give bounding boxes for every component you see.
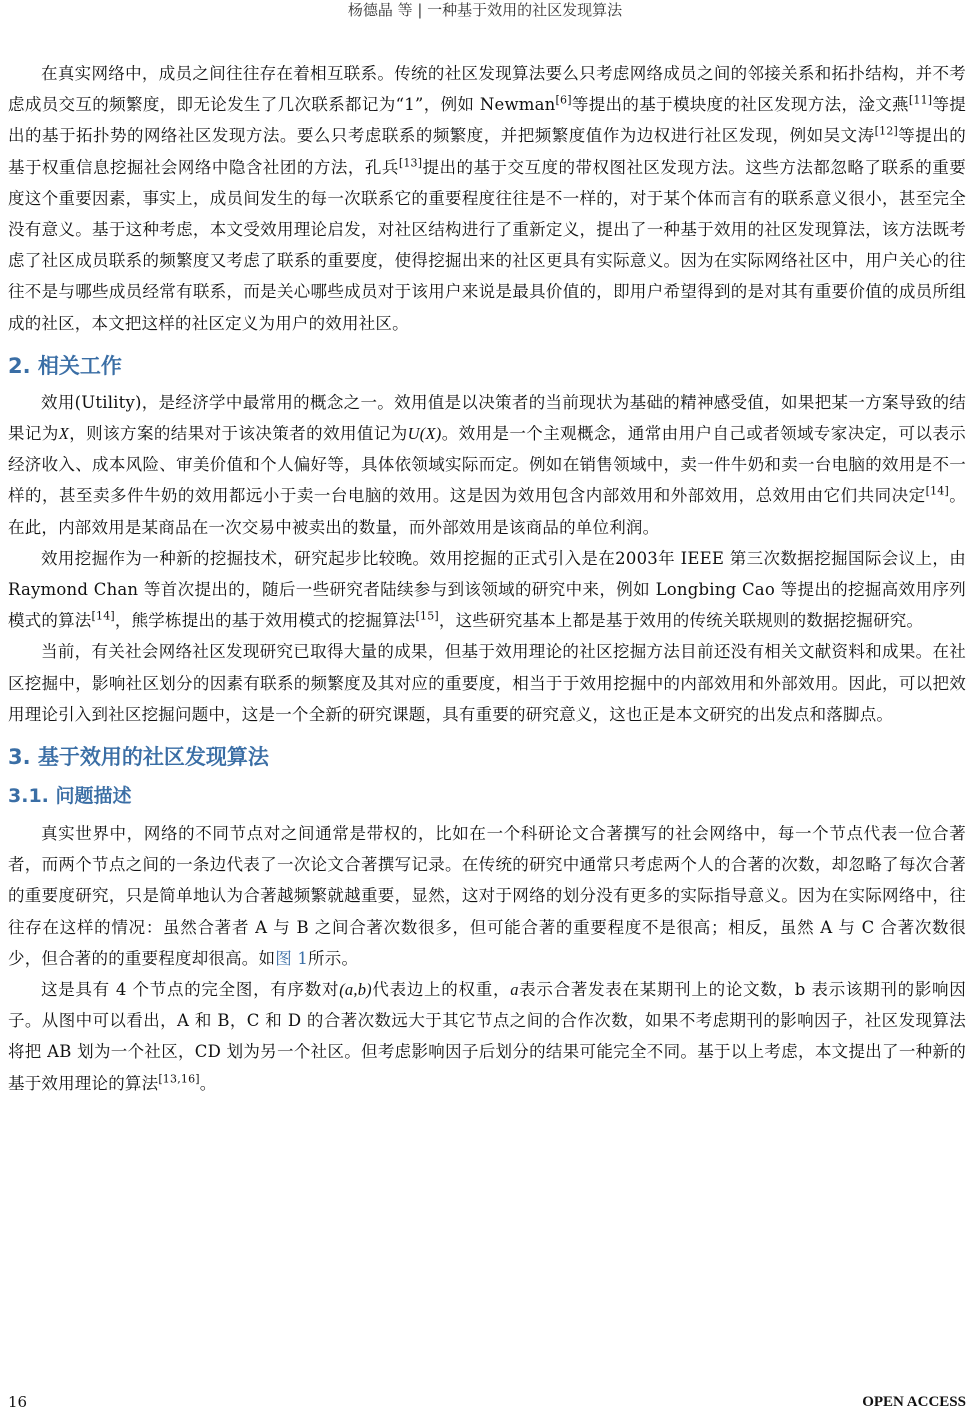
section2-paragraph-2 bbox=[8, 543, 966, 637]
text-run: 表示合著发表在某期刊上的论文数，b 表示该期刊的影响因子。从图中可以看出，A 和 B，C 和 D 的合著次数远大于其它节点之间的合作次数，如果不考虑期刊的影响因子，社区发现算法将把 AB 划为一个社区，CD 划为另一个社区。但考虑影响因子后划分的结果可能完全不同。基于以上考虑，本文提出了一种新的基于效用理论的算法 bbox=[8, 980, 966, 1093]
text-run: 等提出的基于权重信息挖掘社会网络中隐含社团的方法，孔兵 bbox=[8, 126, 966, 177]
running-header: 杨德晶 等 | 一种基于效用的社区发现算法 bbox=[347, 1, 623, 19]
section-heading: 2. 相关工作 bbox=[8, 353, 122, 378]
math-expression: (a,b) bbox=[339, 980, 372, 1000]
intro-paragraph bbox=[8, 58, 966, 339]
text-run: 。在此，内部效用是某商品在一次交易中被卖出的数量，而外部效用是该商品的单位利润。 bbox=[8, 486, 966, 537]
math-expression: U(X) bbox=[407, 424, 442, 444]
citation: [15] bbox=[415, 609, 439, 623]
article-body bbox=[8, 58, 966, 1099]
citation: [14] bbox=[91, 609, 115, 623]
citation: [6] bbox=[555, 93, 572, 107]
page-footer bbox=[8, 1394, 966, 1410]
text-run: 等提出的基于模块度的社区发现方法，淦文燕 bbox=[571, 95, 909, 115]
citation: [13,16] bbox=[158, 1072, 200, 1086]
section-heading: 3. 基于效用的社区发现算法 bbox=[8, 745, 269, 770]
text-run: 真实世界中，网络的不同节点对之间通常是带权的，比如在一个科研论文合著撰写的社会网络中，每一个节点代表一位合著者，而两个节点之间的一条边代表了一次论文合著撰写记录。在传统的研究中通常只考虑两个人的合著的次数，却忽略了每次合著的重要度研究，只是简单地认为合著越频繁就越重要，显然，这对于网络的划分没有更多的实际指导意义。因为在实际网络中，往往存在这样的情况：虽然合著者 A 与 B 之间合著次数很多，但可能合著的重要程度不是很高；相反，虽然 A 与 C 合著次数很少，但合著的的重要程度却很高。如 bbox=[8, 824, 966, 968]
text-run: ，这些研究基本上都是基于效用的传统关联规则的数据挖掘研究。 bbox=[438, 611, 924, 631]
text-run: 等提出的基于拓扑势的网络社区发现方法。要么只考虑联系的频繁度，并把频繁度值作为边权进行社区发现，例如吴文涛 bbox=[8, 95, 967, 146]
text-run: 在真实网络中，成员之间往往存在着相互联系。传统的社区发现算法要么只考虑网络成员之间的邻接关系和拓扑结构，并不考虑成员交互的频繁度，即无论发生了几次联系都记为“1”，例如 Newman bbox=[8, 64, 966, 115]
citation: [14] bbox=[925, 484, 949, 498]
section2-paragraph-3: 当前，有关社会网络社区发现研究已取得大量的成果，但基于效用理论的社区挖掘方法目前还没有相关文献资料和成果。在社区挖掘中，影响社区划分的因素有联系的频繁度及其对应的重要度，相当于于效用挖掘中的内部效用和外部效用。因此，可以把效用理论引入到社区挖掘问题中，这是一个全新的研究课题，具有重要的研究意义，这也正是本文研究的出发点和落脚点。 bbox=[8, 642, 966, 724]
text-run: 。效用是一个主观概念，通常由用户自己或者领域专家决定，可以表示经济收入、成本风险、审美价值和个人偏好等，具体依领域实际而定。例如在销售领域中，卖一件牛奶和卖一台电脑的效用是不一样的，甚至卖多件牛奶的效用都远小于卖一台电脑的效用。这是因为效用包含内部效用和外部效用，总效用由它们共同决定 bbox=[8, 424, 966, 506]
math-variable: a bbox=[510, 980, 519, 1000]
text-run: 代表边上的权重， bbox=[371, 980, 511, 1000]
text-run: ，熊学栋提出的基于效用模式的挖掘算法 bbox=[114, 611, 416, 631]
section2-paragraph-1 bbox=[8, 387, 966, 543]
math-variable: X bbox=[58, 424, 70, 444]
section3-paragraph-1 bbox=[8, 818, 966, 974]
text-run: 这是具有 4 个节点的完全图，有序数对 bbox=[41, 980, 340, 1000]
open-access-label: OPEN ACCESS bbox=[862, 1394, 966, 1410]
text-run: 。 bbox=[199, 1073, 217, 1093]
citation: [11] bbox=[908, 93, 933, 107]
text-run: ，则该方案的结果对于该决策者的效用值记为 bbox=[69, 424, 408, 444]
text-run: 提出的基于交互度的带权图社区发现方法。这些方法都忽略了联系的重要度这个重要因素，事实上，成员间发生的每一次联系它的重要程度往往是不一样的，对于某个体而言有的联系意义很小，甚至完全没有意义。基于这种考虑，本文受效用理论启发，对社区结构进行了重新定义，提出了一种基于效用的社区发现算法，该方法既考虑了社区成员联系的频繁度又考虑了联系的重要度，使得挖掘出来的社区更具有实际意义。因为在实际网络社区中，用户关心的往往不是与哪些成员经常有联系，而是关心哪些成员对于该用户来说是最具价值的，即用户希望得到的是对其有重要价值的成员所组成的社区，本文把这样的社区定义为用户的效用社区。 bbox=[8, 157, 966, 333]
text-run: 效用(Utility)，是经济学中最常用的概念之一。效用值是以决策者的当前现状为基础的精神感受值，如果把某一方案导致的结果记为 bbox=[8, 392, 966, 444]
text-run: 所示。 bbox=[308, 948, 359, 968]
section3-paragraph-2 bbox=[8, 974, 966, 1099]
figure-link[interactable]: 图 1 bbox=[275, 948, 309, 968]
text-run: 效用挖掘作为一种新的挖掘技术，研究起步比较晚。效用挖掘的正式引入是在2003年 IEEE 第三次数据挖掘国际会议上，由 Raymond Chan 等首次提出的，随后一些研究者陆续参与到该领域的研究中来，例如 Longbing Cao 等提出的挖掘高效用序列模式的算法 bbox=[8, 548, 966, 631]
subsection-heading: 3.1. 问题描述 bbox=[8, 785, 132, 808]
citation: [12] bbox=[874, 124, 899, 138]
citation: [13] bbox=[398, 156, 423, 170]
page-number: 16 bbox=[8, 1393, 28, 1411]
